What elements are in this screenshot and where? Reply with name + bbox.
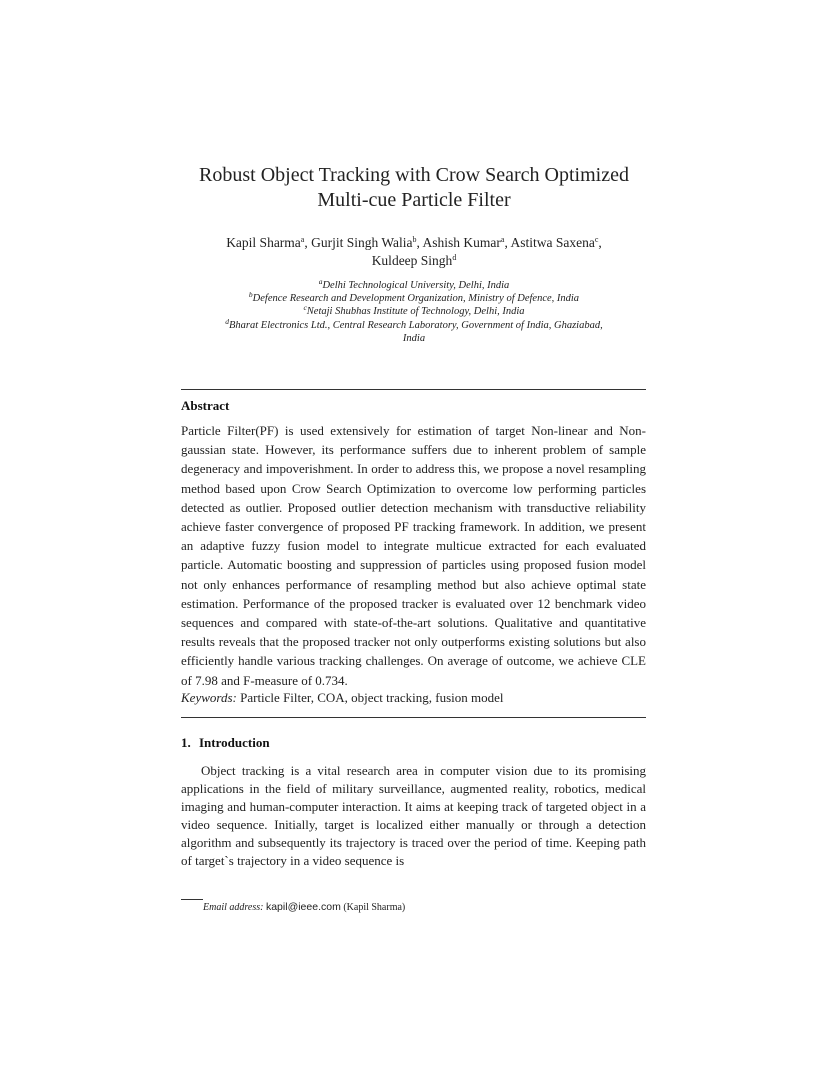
abstract-text: Particle Filter(PF) is used extensively for estimation of target Non-linear and Non-gaussian state. However, its performance suffers due to inherent problem of sample degeneracy and impoverishment. In order to address this, we propose a novel resampling method based upon Crow Search Optimization to overcome low performing particles detected as outlier. Proposed outlier detection mechanism with transductive reliability achieve faster convergence of proposed PF tracking framework. In addition, we present an adaptive fuzzy fusion model to integrate multicue extracted for each evaluated particle. Automatic boosting and suppression of particles using proposed fusion model not only enhances performance of resampling method but also achieve optimal state estimation. Performance of the proposed tracker is evaluated over 12 benchmark video sequences and compared with state-of-the-art solutions. Qualitative and quantitative results reveals that the proposed tracker not only outperforms existing solutions but also efficiently handle various tracking challenges. On average of outcome, we achieve CLE of 7.98 and F-measure of 0.734.: [181, 423, 646, 688]
affiliation: [150, 316, 678, 332]
affiliation: [150, 305, 678, 318]
keywords-text: Particle Filter, COA, object tracking, fusion model: [240, 690, 504, 705]
affil-text: Defence Research and Development Organization, Ministry of Defence, India: [252, 293, 580, 305]
affil-marker: b: [248, 290, 253, 300]
author-affil-marker: a: [300, 235, 305, 244]
author-separator: ,: [304, 235, 312, 250]
title-line-1: Robust Object Tracking with Crow Search Optimized: [199, 164, 629, 186]
abstract-top-rule: [181, 389, 646, 390]
author-affil-marker: a: [500, 235, 505, 244]
keywords: [181, 688, 646, 707]
affil-text: Bharat Electronics Ltd., Central Research Laboratory, Government of India, Ghaziabad,: [229, 319, 603, 331]
keywords-label: Keywords:: [181, 690, 237, 705]
author-separator: ,: [598, 235, 602, 250]
affiliation: [150, 332, 678, 345]
affiliation-list: [150, 279, 678, 345]
affil-text: Delhi Technological University, Delhi, India: [322, 280, 510, 291]
intro-text: Object tracking is a vital research area in computer vision due to its promising applications in the field of military surveillance, augmented reality, robotics, medical imaging and human-computer interaction. It aims at keeping track of targeted object in a video sequence. Initially, target is localized either manually or through a detection algorithm and subsequently its trajectory is traced over the period of time. Keeping path of target`s trajectory in a video sequence is: [181, 763, 646, 869]
author-name: Kuldeep Singh: [371, 253, 453, 268]
section-number: 1.: [181, 735, 191, 750]
title-line-2: Multi-cue Particle Filter: [317, 189, 511, 211]
author-name: Astitwa Saxena: [510, 235, 595, 250]
affiliation: [150, 279, 678, 292]
author-affil-marker: b: [412, 235, 417, 244]
affil-marker: c: [303, 303, 307, 313]
footnote-name: (Kapil Sharma): [343, 902, 406, 913]
author-list: [170, 234, 658, 270]
affil-text: Netaji Shubhas Institute of Technology, Delhi, India: [306, 306, 525, 318]
footnote-rule: [181, 899, 203, 900]
footnote-label: Email address:: [203, 902, 264, 913]
footnote: [203, 901, 405, 914]
affiliation: [150, 292, 678, 305]
author-affil-marker: d: [452, 253, 457, 262]
author-name: Kapil Sharma: [226, 235, 301, 250]
abstract-heading: Abstract: [181, 398, 230, 413]
affil-text: India: [402, 332, 426, 344]
author-name: Gurjit Singh Walia: [311, 235, 413, 250]
paper-title: [150, 163, 678, 213]
author-name: Ashish Kumar: [422, 235, 501, 250]
author-separator: ,: [504, 235, 511, 250]
section-title: Introduction: [199, 735, 270, 750]
author-separator: ,: [416, 235, 423, 250]
intro-heading: [181, 735, 270, 751]
author-affil-marker: c: [594, 235, 599, 244]
affil-marker: a: [318, 277, 323, 286]
affil-marker: d: [225, 316, 230, 326]
email-link[interactable]: kapil@ieee.com: [265, 901, 341, 913]
abstract-bottom-rule: [181, 717, 646, 718]
